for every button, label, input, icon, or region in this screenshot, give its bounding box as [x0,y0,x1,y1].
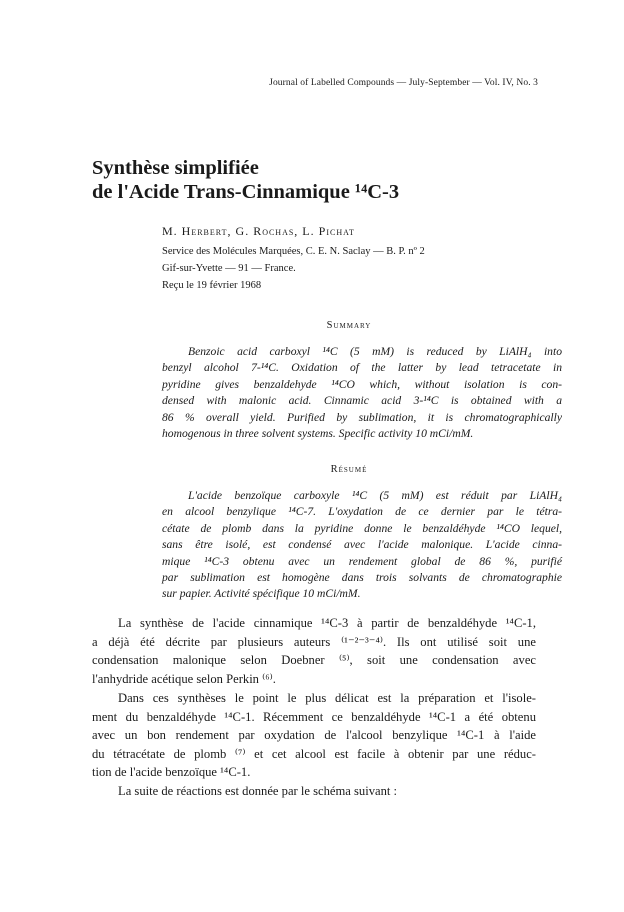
body-line: du tétracétate de plomb ⁽⁷⁾ et cet alcool est facile à obtenir par une réduc- [92,746,536,761]
resume-text [162,488,562,603]
body-paragraph-3 [92,782,536,801]
body-paragraph-2 [92,689,536,782]
body-line: tion de l'acide benzoïque ¹⁴C-1. [92,765,251,780]
resume-line: par sublimation est homogène dans trois solvants de chromatographie [162,571,562,585]
summary-line: pyridine gives benzaldehyde ¹⁴CO which, without isolation is con- [162,377,562,391]
affiliation-line: Gif-sur-Yvette — 91 — France. [162,263,296,274]
received-date: Reçu le 19 février 1968 [162,280,262,291]
article-title [92,156,399,204]
summary-line: homogenous in three solvent systems. Specific activity 10 mCi/mM. [162,427,474,441]
body-line: ment du benzaldéhyde ¹⁴C-1. Récemment ce benzaldéhyde ¹⁴C-1 a été obtenu [92,709,536,724]
running-head: Journal of Labelled Compounds — July-September — Vol. IV, No. 3 [269,78,538,88]
summary-line: 86 % overall yield. Purified by sublimation, it is chromatographically [162,410,562,424]
resume-heading: Résumé [330,464,368,475]
body-line: avec un bon rendement par oxydation de l'alcool benzylique ¹⁴C-1 à l'aide [92,728,536,743]
resume-line: L'acide benzoïque carboxyle ¹⁴C (5 mM) est réduit par LiAlH₄ [188,489,562,502]
summary-line: benzyl alcohol 7-¹⁴C. Oxidation of the latter by lead tetracetate in [162,361,562,375]
affiliation-line: Service des Molécules Marquées, C. E. N. Saclay — B. P. nº 2 [162,246,425,257]
summary-heading: Summary [326,320,372,331]
author-list: M. Herbert, G. Rochas, L. Pichat [162,224,355,238]
affiliation-block [162,243,425,294]
resume-line: mique ¹⁴C-3 obtenu avec un rendement global de 86 %, purifié [162,554,562,568]
resume-line: cétate de plomb dans la pyridine donne le benzaldéhyde ¹⁴CO lequel, [162,521,562,535]
summary-text [162,344,562,442]
body-line: condensation malonique selon Doebner ⁽⁵⁾, soit une condensation avec [92,653,536,668]
resume-line: en alcool benzylique ¹⁴C-7. L'oxydation de ce dernier par le tétra- [162,505,562,519]
summary-line: Benzoic acid carboxyl ¹⁴C (5 mM) is reduced by LiAlH₄ into [188,345,562,358]
resume-line: sur papier. Activité spécifique 10 mCi/mM. [162,587,361,601]
body-line: La synthèse de l'acide cinnamique ¹⁴C-3 à partir de benzaldéhyde ¹⁴C-1, [118,616,536,630]
body-line: l'anhydride acétique selon Perkin ⁽⁶⁾. [92,671,276,686]
body-line: Dans ces synthèses le point le plus délicat est la préparation et l'isole- [118,691,536,705]
body-line: La suite de réactions est donnée par le schéma suivant : [118,784,398,798]
article-title-line-1: Synthèse simplifiée [92,157,259,179]
resume-line: sans être isolé, est condensé avec l'acide malonique. L'acide cinna- [162,538,562,552]
summary-line: densed with malonic acid. Cinnamic acid 3-¹⁴C is obtained with a [162,394,562,408]
body-line: a déjà été décrite par plusieurs auteurs ⁽¹⁻²⁻³⁻⁴⁾. Ils ont utilisé soit une [92,634,536,649]
article-title-line-2: de l'Acide Trans-Cinnamique ¹⁴C-3 [92,181,400,203]
body-paragraph-1 [92,614,536,688]
